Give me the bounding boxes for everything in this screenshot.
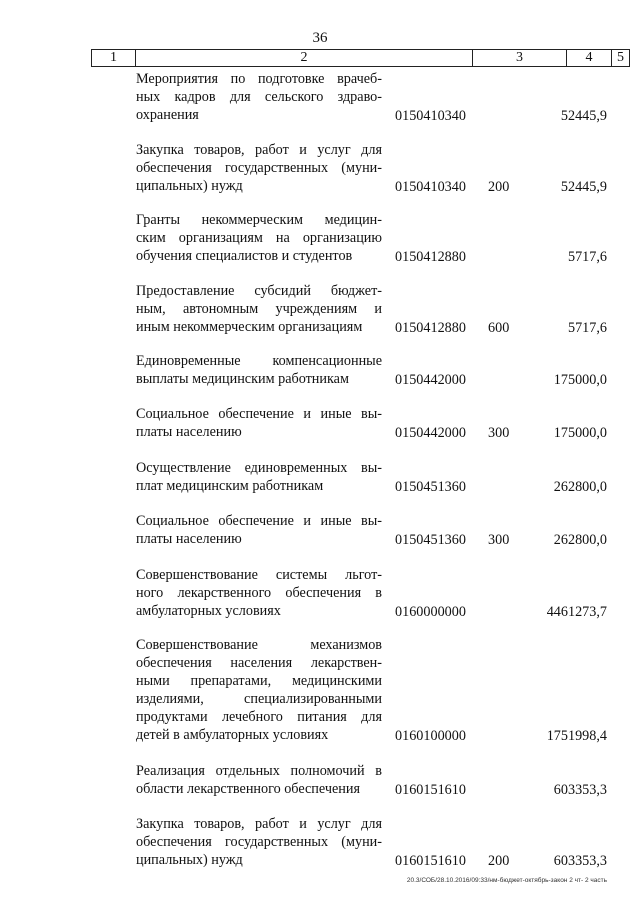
row-code: 0150412880	[395, 249, 466, 265]
description-line: ципальных) нужд	[136, 852, 243, 868]
description-line: Предоставление субсидий бюджет-	[136, 283, 382, 299]
description-line: Социальное обеспечение и иные вы-	[136, 513, 382, 529]
header-col-3: 3	[516, 50, 523, 65]
table-header	[91, 49, 630, 67]
description-line: области лекарственного обеспечения	[136, 781, 360, 797]
description-line: платы населению	[136, 424, 242, 440]
row-description	[136, 636, 382, 744]
row-description	[136, 70, 382, 124]
description-line: охранения	[136, 107, 199, 123]
row-code: 0160000000	[395, 604, 466, 620]
row-amount: 4461273,7	[546, 604, 607, 620]
description-line: обеспечения населения лекарствен-	[136, 655, 382, 671]
header-col-1: 1	[110, 50, 117, 65]
row-description	[136, 512, 382, 548]
description-line: ципальных) нужд	[136, 178, 243, 194]
header-col-2: 2	[300, 50, 308, 65]
description-line: детей в амбулаторных условиях	[136, 727, 329, 743]
description-line: Закупка товаров, работ и услуг для	[136, 142, 382, 158]
description-line: ным, автономным учреждениям и	[136, 301, 382, 317]
row-amount: 262800,0	[553, 479, 607, 495]
row-amount: 52445,9	[560, 108, 607, 124]
description-line: изделиями, специализированными	[136, 691, 382, 707]
description-line: Совершенствование механизмов	[136, 637, 382, 653]
row-expense-type: 300	[488, 425, 510, 441]
row-description	[136, 566, 382, 620]
row-description	[136, 762, 382, 798]
description-line: Единовременные компенсационные	[136, 353, 382, 369]
description-line: обеспечения государственных (муни-	[136, 834, 382, 850]
description-line: ного лекарственного обеспечения в	[136, 585, 382, 601]
description-line: Мероприятия по подготовке врачеб-	[136, 71, 382, 87]
row-amount: 603353,3	[553, 853, 607, 869]
row-amount: 5717,6	[567, 249, 607, 265]
row-code: 0150451360	[395, 532, 466, 548]
description-line: продуктами лечебного питания для	[136, 709, 382, 725]
row-amount: 5717,6	[567, 320, 607, 336]
row-description	[136, 282, 382, 336]
row-amount: 52445,9	[560, 179, 607, 195]
description-line: Гранты некоммерческим медицин-	[136, 212, 382, 228]
description-line: ными препаратами, медицинскими	[136, 673, 382, 689]
row-code: 0160151610	[395, 853, 466, 869]
row-description	[136, 405, 382, 441]
description-line: обеспечения государственных (муни-	[136, 160, 382, 176]
row-description	[136, 352, 382, 388]
description-line: плат медицинским работникам	[136, 478, 324, 494]
row-code: 0160151610	[395, 782, 466, 798]
row-description	[136, 815, 382, 869]
row-expense-type: 300	[488, 532, 510, 548]
row-expense-type: 600	[488, 320, 510, 336]
header-col-4: 4	[585, 50, 593, 65]
description-line: платы населению	[136, 531, 242, 547]
description-line: Закупка товаров, работ и услуг для	[136, 816, 382, 832]
row-code: 0160100000	[395, 728, 466, 744]
row-amount: 603353,3	[553, 782, 607, 798]
row-amount: 175000,0	[553, 425, 607, 441]
row-amount: 175000,0	[553, 372, 607, 388]
header-col-5: 5	[617, 50, 624, 65]
row-amount: 1751998,4	[546, 728, 607, 744]
row-code: 0150410340	[395, 179, 466, 195]
row-code: 0150410340	[395, 108, 466, 124]
row-amount: 262800,0	[553, 532, 607, 548]
description-line: ных кадров для сельского здраво-	[136, 89, 382, 105]
row-code: 0150442000	[395, 372, 466, 388]
document-footer: 20.3/СОБ/28.10.2016/09:33/нм-бюджет-октябрь-закон 2 чт- 2 часть	[406, 877, 607, 884]
description-line: Совершенствование системы льгот-	[136, 567, 382, 583]
row-code: 0150442000	[395, 425, 466, 441]
description-line: Осуществление единовременных вы-	[136, 460, 382, 476]
description-line: ским организациям на организацию	[136, 230, 382, 246]
description-line: амбулаторных условиях	[136, 603, 281, 619]
description-line: иным некоммерческим организациям	[136, 319, 363, 335]
description-line: Реализация отдельных полномочий в	[136, 763, 382, 779]
row-expense-type: 200	[488, 179, 510, 195]
description-line: обучения специалистов и студентов	[136, 248, 353, 264]
description-line: Социальное обеспечение и иные вы-	[136, 406, 382, 422]
row-expense-type: 200	[488, 853, 510, 869]
row-description	[136, 459, 382, 495]
row-code: 0150451360	[395, 479, 466, 495]
row-description	[136, 141, 382, 195]
row-description	[136, 211, 382, 265]
description-line: выплаты медицинским работникам	[136, 371, 349, 387]
row-code: 0150412880	[395, 320, 466, 336]
page-number: 36	[312, 30, 328, 46]
